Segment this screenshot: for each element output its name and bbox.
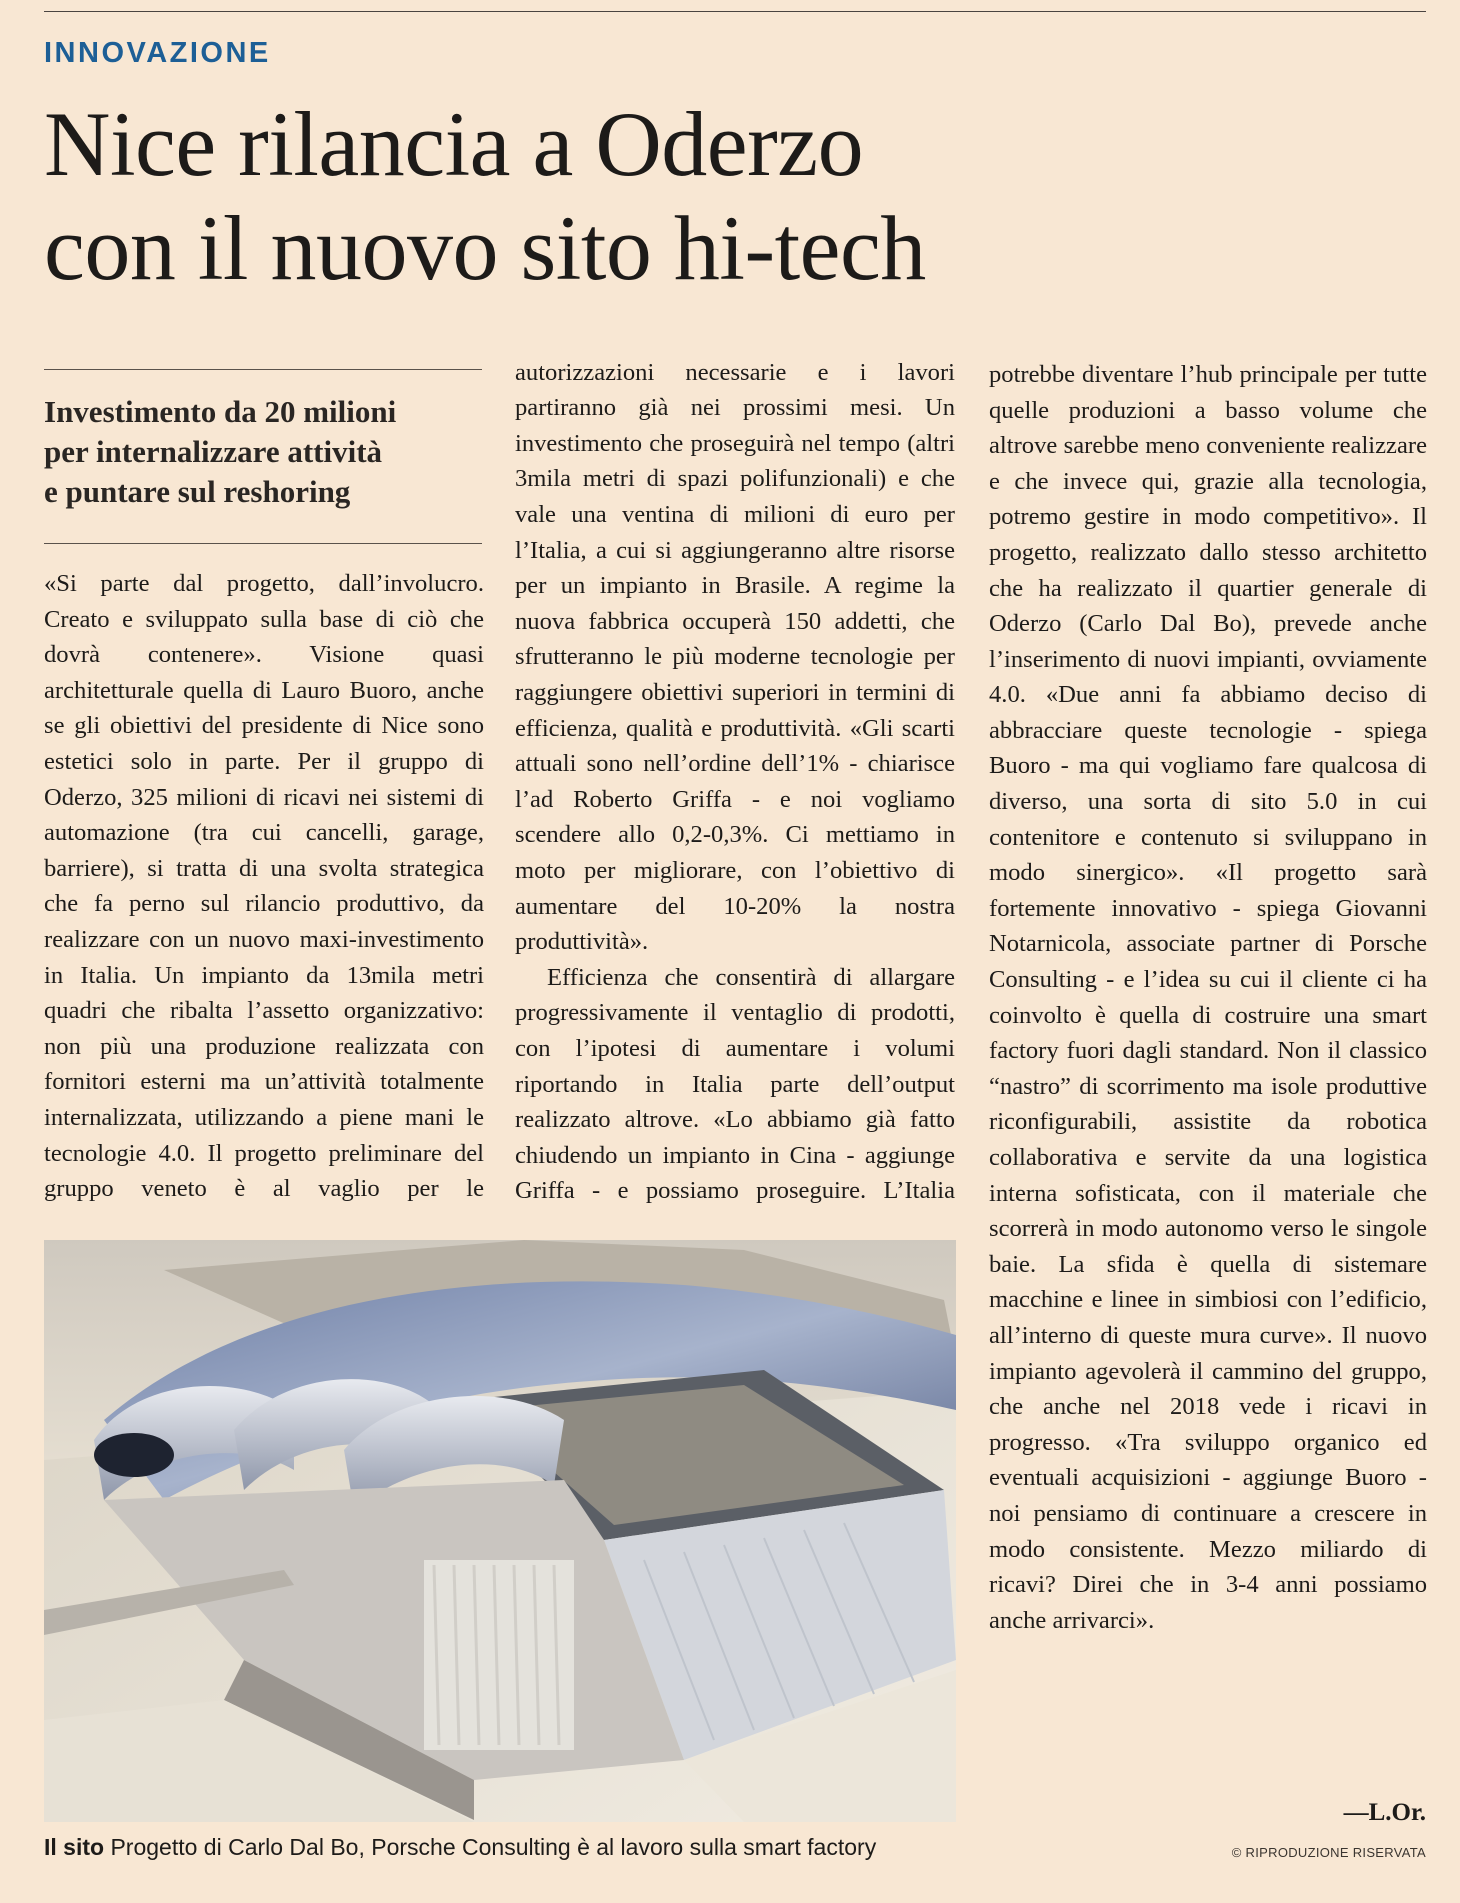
headline-line-2: con il nuovo sito hi-tech <box>44 197 926 299</box>
article-column-2 <box>515 359 955 1211</box>
subtitle-rule-top <box>44 369 482 370</box>
photo-caption <box>44 1834 876 1861</box>
article-paragraph-2-col3: potrebbe diventare l’hub principale per tutte quelle produzioni a basso volume che altrove sarebbe meno conveniente realizzare e che invece qui, grazie alla tecnologia, potremo gestire in modo competitivo». Il progetto, realizzato dallo stesso architetto che ha realizzato il quartier generale di Oderzo (Carlo Dal Bo), prevede anche l’inserimento di nuovi impianti, ovviamente 4.0. «Due anni fa abbiamo deciso di abbracciare queste tecnologie - spiega Buoro - ma qui vogliamo fare qualcosa di diverso, una sorta di sito 5.0 in cui contenitore e contenuto si sviluppano in modo sinergico». «Il progetto sarà fortemente innovativo - spiega Giovanni Notarnicola, associate partner di Porsche Consulting - e l’idea su cui il cliente ci ha coinvolto è quella di costruire una smart factory fuori dagli standard. Non il classico “nastro” di scorrimento ma isole produttive riconfigurabili, assistite da robotica collaborativa e servite da una logistica interna sofisticata, con il materiale che scorrerà in modo autonomo verso le singole baie. La sfida è quella di sistemare macchine e linee in simbiosi con l’edificio, all’interno di queste mura curve». Il nuovo impianto agevolerà il cammino del gruppo, che anche nel 2018 vede i ricavi in progresso. «Tra sviluppo organico ed eventuali acquisizioni - aggiunge Buoro - noi pensiamo di continuare a crescere in modo consistente. Mezzo miliardo di ricavi? Direi che in 3-4 anni possiamo anche arrivarci». <box>989 360 1427 1634</box>
factory-rendering-svg <box>44 1240 956 1822</box>
headline-line-1: Nice rilancia a Oderzo <box>44 93 864 195</box>
factory-rendering-image <box>44 1240 956 1822</box>
subtitle-line-2: per internalizzare attività <box>44 434 383 469</box>
subtitle-line-1: Investimento da 20 milioni <box>44 394 397 429</box>
caption-text: Progetto di Carlo Dal Bo, Porsche Consulting è al lavoro sulla smart factory <box>110 1834 877 1860</box>
article-column-3-flow <box>989 359 1427 1638</box>
article-paragraph-1: «Si parte dal progetto, dall’involucro. Creato e sviluppato sulla base di ciò che dovrà contenere». Visione quasi architetturale quella di Lauro Buoro, anche se gli obiettivi del presidente di Nice sono estetici solo in parte. Per il gruppo di Oderzo, 325 milioni di ricavi nei sistemi di automazione (tra cui cancelli, garage, barriere), si tratta di una svolta strategica che fa perno sul rilancio produttivo, da realizzare con un nuovo maxi-investimento in Italia. Un impianto da 13mila metri quadri che ribalta l’assetto organizzativo: non più una produzione realizzata con fornitori esterni ma un’attività totalmente internalizzata, utilizzando a piene mani le tecnologie 4.0. Il progetto preliminare del gruppo veneto è al vaglio per le <box>44 570 484 1203</box>
copyright-notice: © RIPRODUZIONE RISERVATA <box>1231 1845 1426 1860</box>
article-column-3 <box>989 359 1427 1799</box>
article-paragraph-1-continued: autorizzazioni necessarie e i lavori partiranno già nei prossimi mesi. Un investimento che proseguirà nel tempo (altri 3mila metri di spazi polifunzionali) e che vale una ventina di milioni di euro per l’Italia, a cui si aggiungeranno altre risorse per un impianto in Brasile. A regime la nuova fabbrica occuperà 150 addetti, che sfrutteranno le più moderne tecnologie per raggiungere obiettivi superiori in termini di efficienza, qualità e produttività. «Gli scarti attuali sono nell’ordine dell’1% - chiarisce l’ad Roberto Griffa - e noi vogliamo scendere allo 0,2-0,3%. Ci mettiamo in moto per migliorare, con l’obiettivo di aumentare del 10-20% la nostra produttività». <box>515 359 955 956</box>
subtitle-line-3: e puntare sul reshoring <box>44 474 351 509</box>
subtitle <box>44 392 484 512</box>
article-paragraph-2: Efficienza che consentirà di allargare progressivamente il ventaglio di prodotti, con l’ipotesi di aumentare i volumi riportando in Italia parte dell’output realizzato altrove. «Lo abbiamo già fatto chiudendo un impianto in Cina - aggiunge Griffa - e possiamo proseguire. L’Italia <box>515 963 955 1205</box>
byline: —L.Or. <box>1343 1799 1426 1826</box>
article-column-1 <box>44 566 484 1211</box>
caption-label: Il sito <box>44 1834 105 1860</box>
subtitle-rule-bottom <box>44 543 482 544</box>
headline <box>44 92 1344 300</box>
section-kicker: INNOVAZIONE <box>44 37 271 69</box>
top-rule <box>44 11 1426 12</box>
